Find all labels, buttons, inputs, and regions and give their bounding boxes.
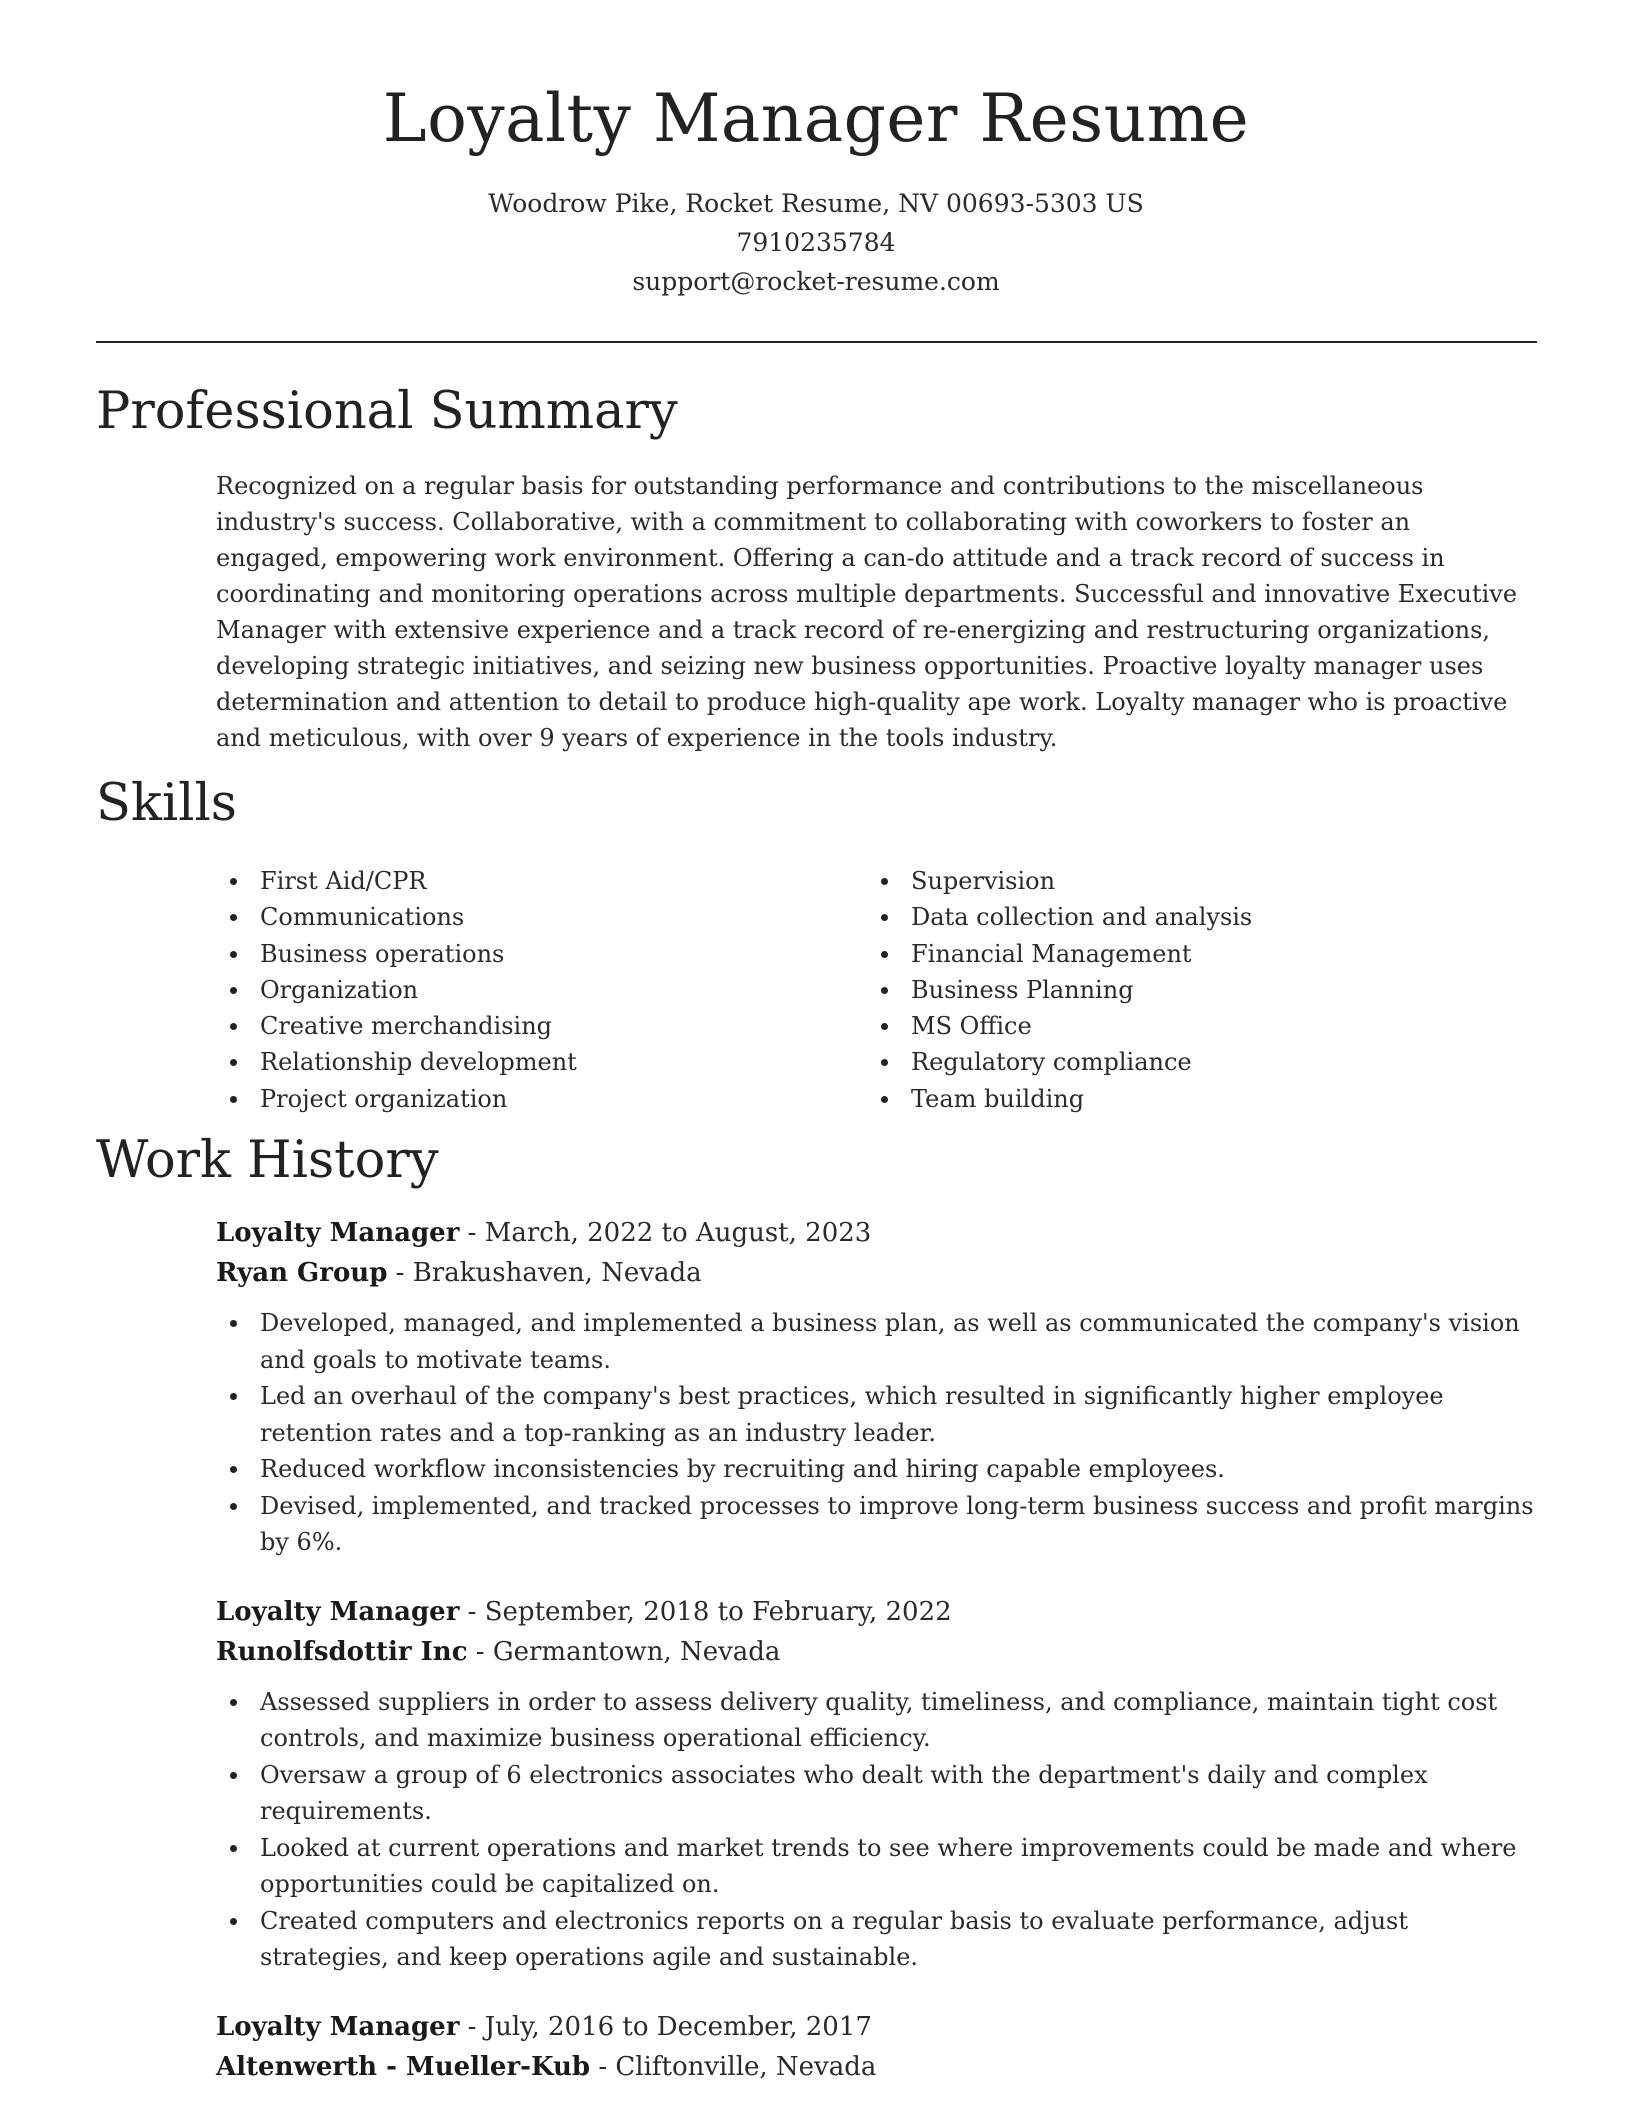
skill-item: Project organization xyxy=(216,1081,867,1117)
skill-item: First Aid/CPR xyxy=(216,863,867,899)
job-location: - Germantown, Nevada xyxy=(467,1636,781,1667)
skill-item: Relationship development xyxy=(216,1044,867,1080)
contact-phone: 7910235784 xyxy=(736,228,896,257)
job-entry xyxy=(216,1213,1537,1561)
resume-header xyxy=(0,0,1632,301)
skill-item: Supervision xyxy=(867,863,1518,899)
skill-item: Financial Management xyxy=(867,936,1518,972)
job-bullet: Looked at current operations and market trends to see where improvements could be made and where opportunities could be capitalized on. xyxy=(216,1830,1537,1903)
job-bullet: Led an overhaul of the company's best practices, which resulted in significantly higher employee retention rates and a top-ranking as an industry leader. xyxy=(216,1378,1537,1451)
skill-item: Data collection and analysis xyxy=(867,899,1518,935)
skill-item: Business operations xyxy=(216,936,867,972)
job-title-line xyxy=(216,1592,1537,1632)
job-bullet: Reduced workflow inconsistencies by recruiting and hiring capable employees. xyxy=(216,1451,1537,1488)
job-title-line xyxy=(216,2007,1537,2047)
job-bullet: Assessed suppliers in order to assess delivery quality, timeliness, and compliance, maintain tight cost controls, and maximize business operational efficiency. xyxy=(216,1684,1537,1757)
job-company: Altenwerth - Mueller-Kub xyxy=(216,2051,591,2082)
job-bullet: Created computers and electronics reports on a regular basis to evaluate performance, adjust strategies, and keep operations agile and sustainable. xyxy=(216,1903,1537,1976)
work-history-section xyxy=(96,1131,1537,2087)
skill-item: Organization xyxy=(216,972,867,1008)
job-dates: - September, 2018 to February, 2022 xyxy=(459,1596,952,1627)
contact-email: support@rocket-resume.com xyxy=(632,267,1000,296)
professional-summary-section xyxy=(96,382,1537,756)
job-company-line xyxy=(216,2047,1537,2087)
skill-item: Team building xyxy=(867,1081,1518,1117)
job-company: Ryan Group xyxy=(216,1258,388,1288)
job-title: Loyalty Manager xyxy=(216,1218,460,1248)
job-location: - Brakushaven, Nevada xyxy=(387,1258,702,1288)
job-bullets xyxy=(216,1684,1537,1976)
summary-text: Recognized on a regular basis for outstanding performance and contributions to the miscellaneous industry's success. Collaborative, with a commitment to collaborating with coworkers to foster an engaged, empowering work environment. Offering a can-do attitude and a track record of success in coordinating and monitoring operations across multiple departments. Successful and innovative Executive Manager with extensive experience and a track record of re-energizing and restructuring organizations, developing strategic initiatives, and seizing new business opportunities. Proactive loyalty manager uses determination and attention to detail to produce high-quality ape work. Loyalty manager who is proactive and meticulous, with over 9 years of experience in the tools industry. xyxy=(216,472,1518,752)
job-dates: - March, 2022 to August, 2023 xyxy=(459,1218,872,1248)
skills-heading: Skills xyxy=(96,774,237,833)
job-company-line xyxy=(216,1253,1537,1293)
job-bullets xyxy=(216,1305,1537,1561)
job-title: Loyalty Manager xyxy=(216,1596,460,1627)
summary-heading: Professional Summary xyxy=(96,382,678,441)
job-entry xyxy=(216,2007,1537,2087)
header-divider xyxy=(96,341,1537,343)
job-bullet: Devised, implemented, and tracked processes to improve long-term business success and profit margins by 6%. xyxy=(216,1488,1537,1561)
skill-item: Creative merchandising xyxy=(216,1008,867,1044)
job-bullet: Oversaw a group of 6 electronics associates who dealt with the department's daily and complex requirements. xyxy=(216,1757,1537,1830)
skills-column-left xyxy=(216,863,867,1117)
skills-column-right xyxy=(867,863,1518,1117)
skill-item: Business Planning xyxy=(867,972,1518,1008)
job-company: Runolfsdottir Inc xyxy=(216,1636,468,1667)
job-entry xyxy=(216,1592,1537,1976)
skills-section xyxy=(96,774,1537,1117)
job-title: Loyalty Manager xyxy=(216,2011,460,2042)
contact-address: Woodrow Pike, Rocket Resume, NV 00693-5303 US xyxy=(488,189,1144,218)
job-company-line xyxy=(216,1632,1537,1672)
skills-columns xyxy=(216,863,1537,1117)
skill-item: Regulatory compliance xyxy=(867,1044,1518,1080)
resume-title: Loyalty Manager Resume xyxy=(382,80,1250,157)
job-dates: - July, 2016 to December, 2017 xyxy=(459,2011,872,2042)
work-history-heading: Work History xyxy=(96,1131,439,1190)
job-location: - Cliftonville, Nevada xyxy=(590,2051,877,2082)
job-title-line xyxy=(216,1213,1537,1253)
skill-item: MS Office xyxy=(867,1008,1518,1044)
skill-item: Communications xyxy=(216,899,867,935)
job-bullet: Developed, managed, and implemented a business plan, as well as communicated the company's vision and goals to motivate teams. xyxy=(216,1305,1537,1378)
